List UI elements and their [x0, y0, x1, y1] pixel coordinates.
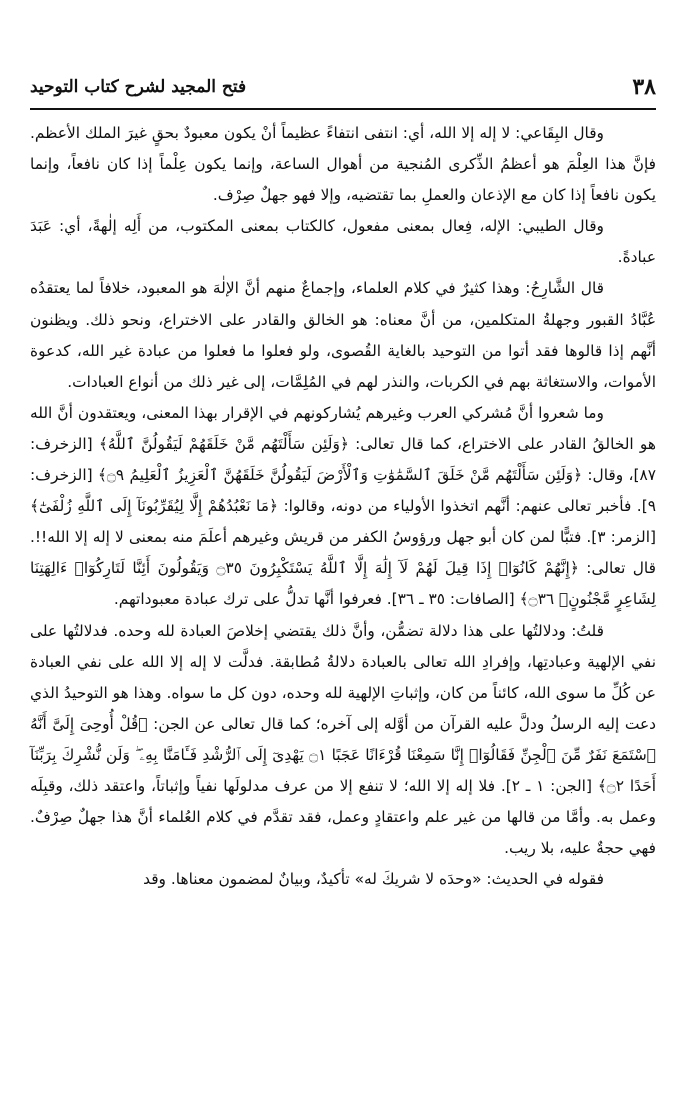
paragraph-tibi: وقال الطيبي: الإله، فِعال بمعنى مفعول، كالكتاب بمعنى المكتوب، من أَلِه إلٰهةً، أي: عَبَدَ عبادةً.	[30, 217, 656, 267]
page-number: ٣٨	[632, 74, 656, 100]
page-header	[30, 70, 656, 110]
book-title: فتح المجيد لشرح كتاب التوحيد	[30, 77, 247, 97]
page-body	[30, 118, 656, 895]
paragraph-hadith: فقوله في الحديث: «وحدَه لا شريكَ له» تأكيدٌ، وبيانٌ لمضمون معناها. وقد	[143, 870, 604, 889]
paragraph-sharih: قال الشَّارِحُ: وهذا كثيرٌ في كلام العلماء، وإجماعٌ منهم أنَّ الإلٰهَ هو المعبود، خلافاً لما يعتقدُه عُبَّادُ القبور وجهلةُ المتكلمين، من أنَّ معناه: هو الخالق والقادر على الاختراع، ونحو ذلك. ويظنون أنَّهم إذا قالوها فقد أتوا من التوحيد بالغاية القُصوى، ولو فعلوا ما فعلوا من عبادة غير الله، كدعوة الأموات، والاستغاثة بهم في الكربات، والنذر لهم في المُلِمَّات، إلى غير ذلك من أنواع العبادات.	[30, 279, 656, 391]
paragraph-biqai: وقال البِقَاعي: لا إله إلا الله، أي: انتفى انتفاءً عظيماً أنْ يكون معبودٌ بحقٍ غيرَ الملك الأعظم. فإنَّ هذا العِلْمَ هو أعظمُ الذِّكرى المُنجية من أهوال الساعة، وإنما يكون عِلْماً إذا كان نافعاً، وإنما يكون نافعاً إذا كان مع الإذعان والعملِ بما تقتضيه، وإلا فهو جهلٌ صِرْف.	[30, 124, 656, 205]
paragraph-qultu: قلتُ: ودلالتُها على هذا دلالة تضمُّن، وأنَّ ذلك يقتضي إخلاصَ العبادة لله وحده. فدلالتُها على نفي الإلهية وعبادتِها، وإفرادِ الله تعالى بالعبادة دلالةُ مُطابقة. فدلَّت لا إله إلا الله على نفي العبادة عن كُلِّ ما سوى الله، كائناً من كان، وإثباتِ الإلهية لله وحده، دون كل ما سواه. وهذا هو التوحيدُ الذي دعت إليه الرسلُ ودلَّ عليه القرآن من أوَّله إلى آخره؛ كما قال تعالى عن الجن: ﴿قُلْ أُوحِىَ إِلَىَّ أَنَّهُ ٱسْتَمَعَ نَفَرٌ مِّنَ ٱلْجِنِّ فَقَالُوٓا۟ إِنَّا سَمِعْنَا قُرْءَانًا عَجَبًا ۝١ يَهْدِىٓ إِلَى ٱلرُّشْدِ فَـَٔامَنَّا بِهِۦ ۖ وَلَن نُّشْرِكَ بِرَبِّنَآ أَحَدًا ۝٢﴾ [الجن: ١ ـ ٢]. فلا إله إلا الله؛ لا تنفع إلا من عرف مدلولَها نفياً وإثباتاً، واعتقد ذلك، وقبِلَه وعمل به. وأمَّا من قالها من غير علم واعتقادٍ وعمل، فقد تقدَّم في كلام العُلماء أنَّ هذا جهلٌ صِرْفٌ. فهي حجةٌ عليه، بلا ريب.	[30, 621, 657, 858]
paragraph-mushriki-al-arab: وما شعروا أنَّ مُشركي العرب وغيرهم يُشاركونهم في الإقرار بهذا المعنى، ويعتقدون أنَّ الله هو الخالقُ القادر على الاختراع، كما قال تعالى: ﴿وَلَئِن سَأَلْتَهُم مَّنْ خَلَقَهُمْ لَيَقُولُنَّ ٱللَّهُ﴾ [الزخرف: ٨٧]، وقال: ﴿وَلَئِن سَأَلْتَهُم مَّنْ خَلَقَ ٱلسَّمَٰوَٰتِ وَٱلْأَرْضَ لَيَقُولُنَّ خَلَقَهُنَّ ٱلْعَزِيزُ ٱلْعَلِيمُ ۝٩﴾ [الزخرف: ٩]. فأخبر تعالى عنهم: أنَّهم اتخذوا الأولياء من دونه، وقالوا: ﴿مَا نَعْبُدُهُمْ إِلَّا لِيُقَرِّبُونَآ إِلَى ٱللَّهِ زُلْفَىٰٓ﴾ [الزمر: ٣]. فتبًّا لمن كان أبو جهل ورؤوسُ الكفر من قريش وغيرهم أعلَمَ منه بمعنى لا إله إلا الله!!. قال تعالى: ﴿إِنَّهُمْ كَانُوٓا۟ إِذَا قِيلَ لَهُمْ لَآ إِلَٰهَ إِلَّا ٱللَّهُ يَسْتَكْبِرُونَ ۝٣٥ وَيَقُولُونَ أَئِنَّا لَتَارِكُوٓا۟ ءَالِهَتِنَا لِشَاعِرٍ مَّجْنُونٍۭ ۝٣٦﴾ [الصافات: ٣٥ ـ ٣٦]. فعرفوا أنَّها تدلُّ على ترك عبادة معبوداتهم.	[30, 403, 656, 609]
